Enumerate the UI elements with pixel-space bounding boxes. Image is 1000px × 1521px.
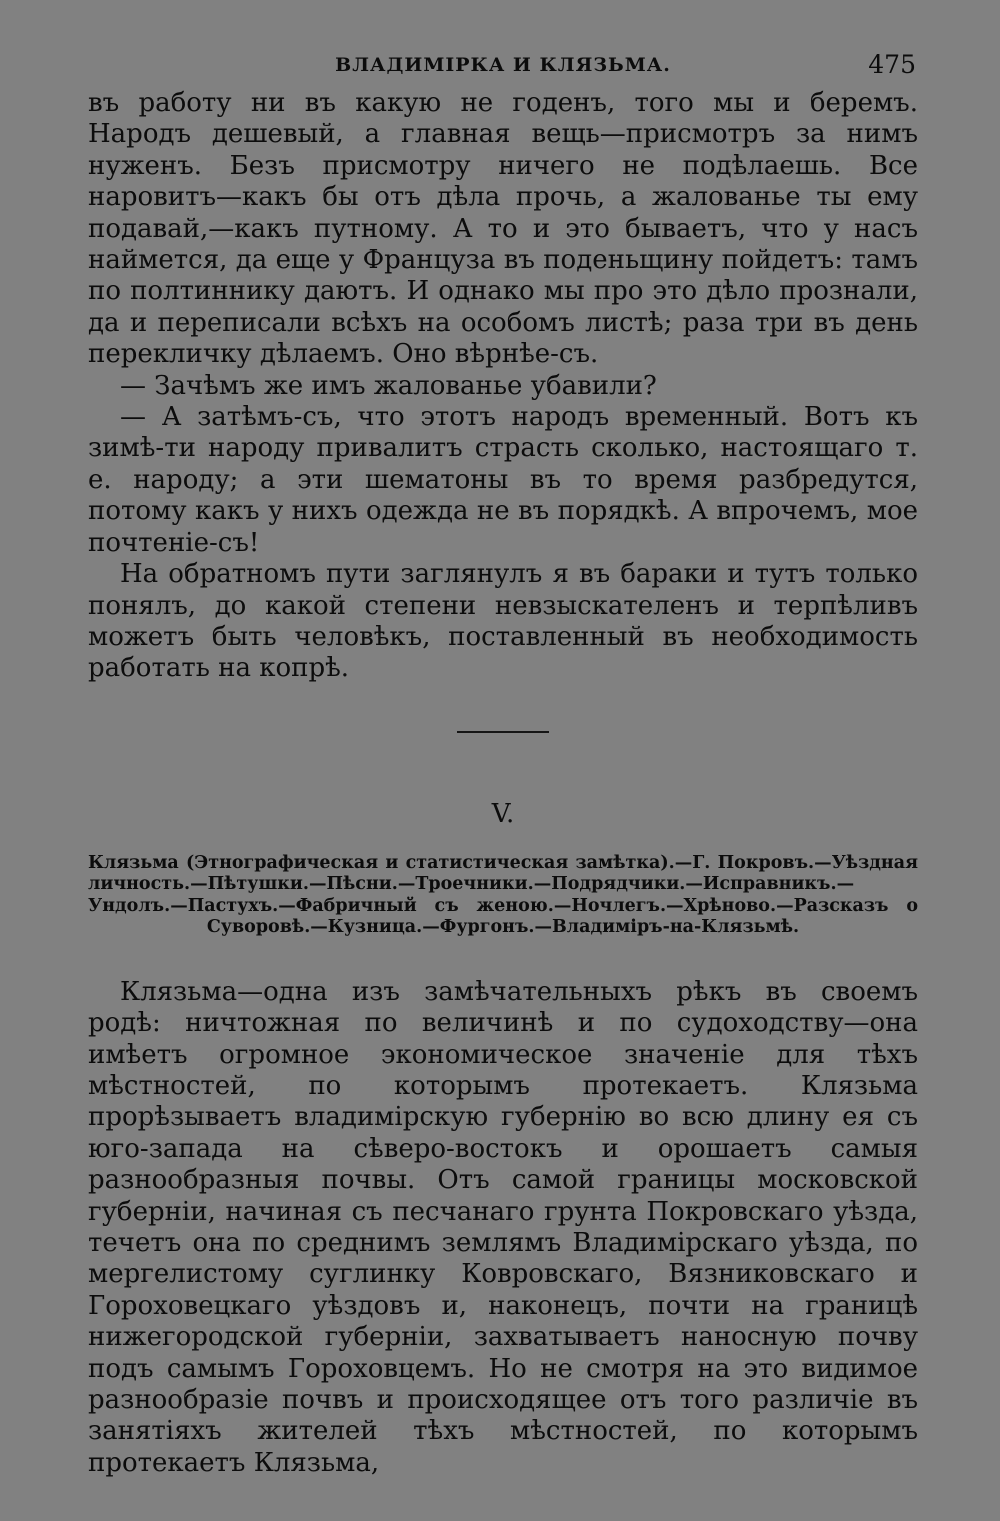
chapter-summary: Клязьма (Этнографическая и статистическая замѣтка).—Г. Покровъ.—Уѣздная личность.—Пѣтушки.—Пѣсни.—Троечники.—Подрядчики.—Исправникъ.—Ундолъ.—Пастухъ.—Фабричный съ женою.—Ночлегъ.—Хрѣново.—Разсказъ о Суворовѣ.—Кузница.—Фургонъ.—Владиміръ-на-Клязьмѣ. bbox=[88, 852, 918, 938]
page-number: 475 bbox=[868, 50, 916, 79]
section-one bbox=[88, 88, 918, 685]
dialogue-question: — Зачѣмъ же имъ жалованье убавили? bbox=[120, 370, 657, 401]
chapter-body-paragraph: Клязьма—одна изъ замѣчательныхъ рѣкъ въ своемъ родѣ: ничтожная по величинѣ и по судоходству—она имѣетъ огромное экономическое значеніе для тѣхъ мѣстностей, по которымъ протекаетъ. Клязьма прорѣзываетъ владимірскую губернію во всю длину ея съ юго-запада на сѣверо-востокъ и орошаетъ самыя разнообразныя почвы. Отъ самой границы московской губерніи, начиная съ песчанаго грунта Покровскаго уѣзда, течетъ она по среднимъ землямъ Владимірскаго уѣзда, по мергелистому суглинку Ковровскаго, Вязниковскаго и Гороховецкаго уѣздовъ и, наконецъ, почти на границѣ нижегородской губерніи, захватываетъ наносную почву подъ самымъ Гороховцемъ. Но не смотря на это видимое разнообразіе почвъ и происходящее отъ того различіе въ занятіяхъ жителей тѣхъ мѣстностей, по которымъ протекаетъ Клязьма, bbox=[88, 976, 918, 1478]
book-page bbox=[88, 48, 918, 1479]
section-divider bbox=[457, 731, 549, 733]
paragraph-continued: въ работу ни въ какую не годенъ, того мы и беремъ. Народъ дешевый, а главная вещь—присмотръ за нимъ нуженъ. Безъ присмотру ничего не подѣлаешь. Все наровитъ—какъ бы отъ дѣла прочь, а жалованье ты ему подавай,—какъ путному. А то и это бываетъ, что у насъ наймется, да еще у Француза въ поденьщину пойдетъ: тамъ по полтиннику даютъ. И однако мы про это дѣло прознали, да и переписали всѣхъ на особомъ листѣ; раза три въ день перекличку дѣлаемъ. Оно вѣрнѣе-съ. bbox=[88, 88, 918, 370]
chapter-number: V. bbox=[491, 798, 515, 829]
running-title: ВЛАДИМІРКА И КЛЯЗЬМА. bbox=[335, 54, 671, 76]
dialogue-answer: — А затѣмъ-съ, что этотъ народъ временный. Вотъ къ зимѣ-ти народу привалитъ страсть сколько, настоящаго т. е. народу; а эти шематоны въ то время разбредутся, потому какъ у нихъ одежда не въ порядкѣ. А впрочемъ, мое почтеніе-съ! bbox=[88, 402, 918, 558]
running-head bbox=[88, 48, 918, 88]
paragraph-barracks: На обратномъ пути заглянулъ я въ бараки и тутъ только понялъ, до какой степени невзыскателенъ и терпѣливъ можетъ быть человѣкъ, поставленный въ необходимость работать на копрѣ. bbox=[88, 559, 918, 684]
